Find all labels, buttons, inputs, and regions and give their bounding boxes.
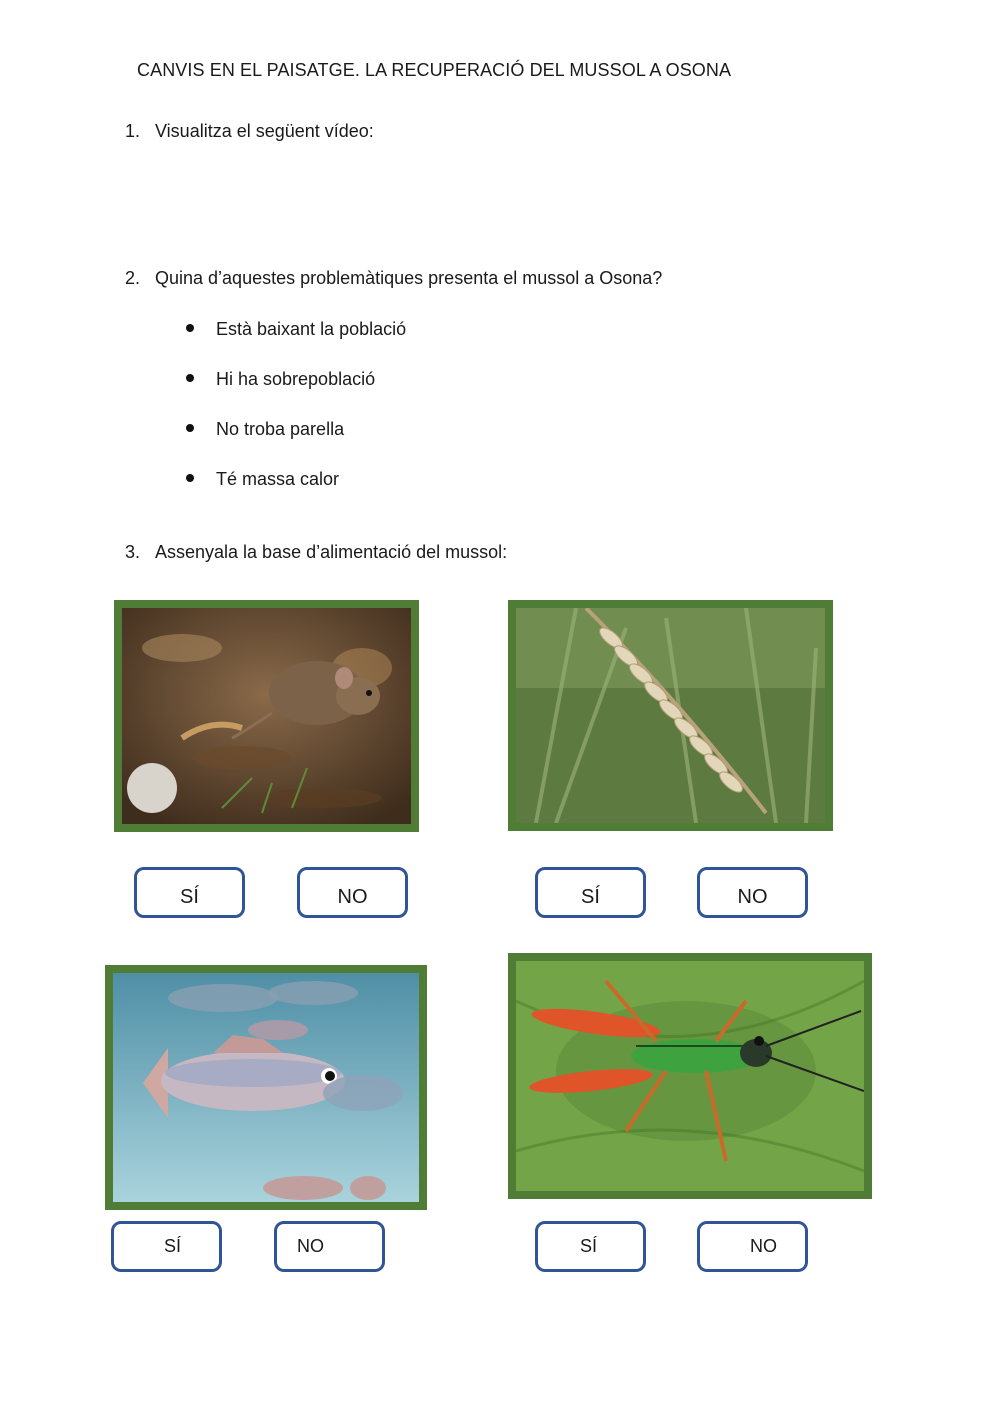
yes-label: SÍ [580,1236,598,1256]
option-text: No troba parella [216,419,345,439]
option-item[interactable] [186,419,344,440]
bullet-icon [186,474,194,482]
question-1 [125,121,374,142]
yes-button[interactable] [134,867,245,918]
page-title: CANVIS EN EL PAISATGE. LA RECUPERACIÓ DEL MUSSOL A OSONA [137,60,732,80]
question-number: 3. [125,542,141,562]
wheat-photo [508,600,833,831]
option-text: Té massa calor [216,469,340,489]
option-item[interactable] [186,319,406,340]
yes-button[interactable] [111,1221,222,1272]
no-button[interactable] [297,867,408,918]
option-item[interactable] [186,369,375,390]
yes-button[interactable] [535,1221,646,1272]
bullet-icon [186,374,194,382]
bullet-icon [186,324,194,332]
option-text: Està baixant la població [216,319,407,339]
question-text: Assenyala la base d’alimentació del mussol: [155,542,508,562]
question-3 [125,542,507,563]
question-2 [125,268,662,289]
no-button[interactable] [697,867,808,918]
no-button[interactable] [697,1221,808,1272]
yes-label: SÍ [180,886,199,908]
question-text: Visualitza el següent vídeo: [155,121,374,141]
yes-button[interactable] [535,867,646,918]
no-label: NO [337,886,368,908]
no-label: NO [737,886,768,908]
grasshopper-photo [508,953,872,1199]
no-label: NO [297,1236,324,1256]
yes-label: SÍ [164,1236,182,1256]
question-number: 1. [125,121,141,141]
mouse-photo [114,600,419,832]
option-item[interactable] [186,469,339,490]
option-text: Hi ha sobrepoblació [216,369,376,389]
fish-photo [105,965,427,1210]
question-text: Quina d’aquestes problemàtiques presenta el mussol a Osona? [155,268,663,288]
question-number: 2. [125,268,141,288]
no-button[interactable] [274,1221,385,1272]
no-label: NO [750,1236,777,1256]
yes-label: SÍ [581,886,600,908]
bullet-icon [186,424,194,432]
